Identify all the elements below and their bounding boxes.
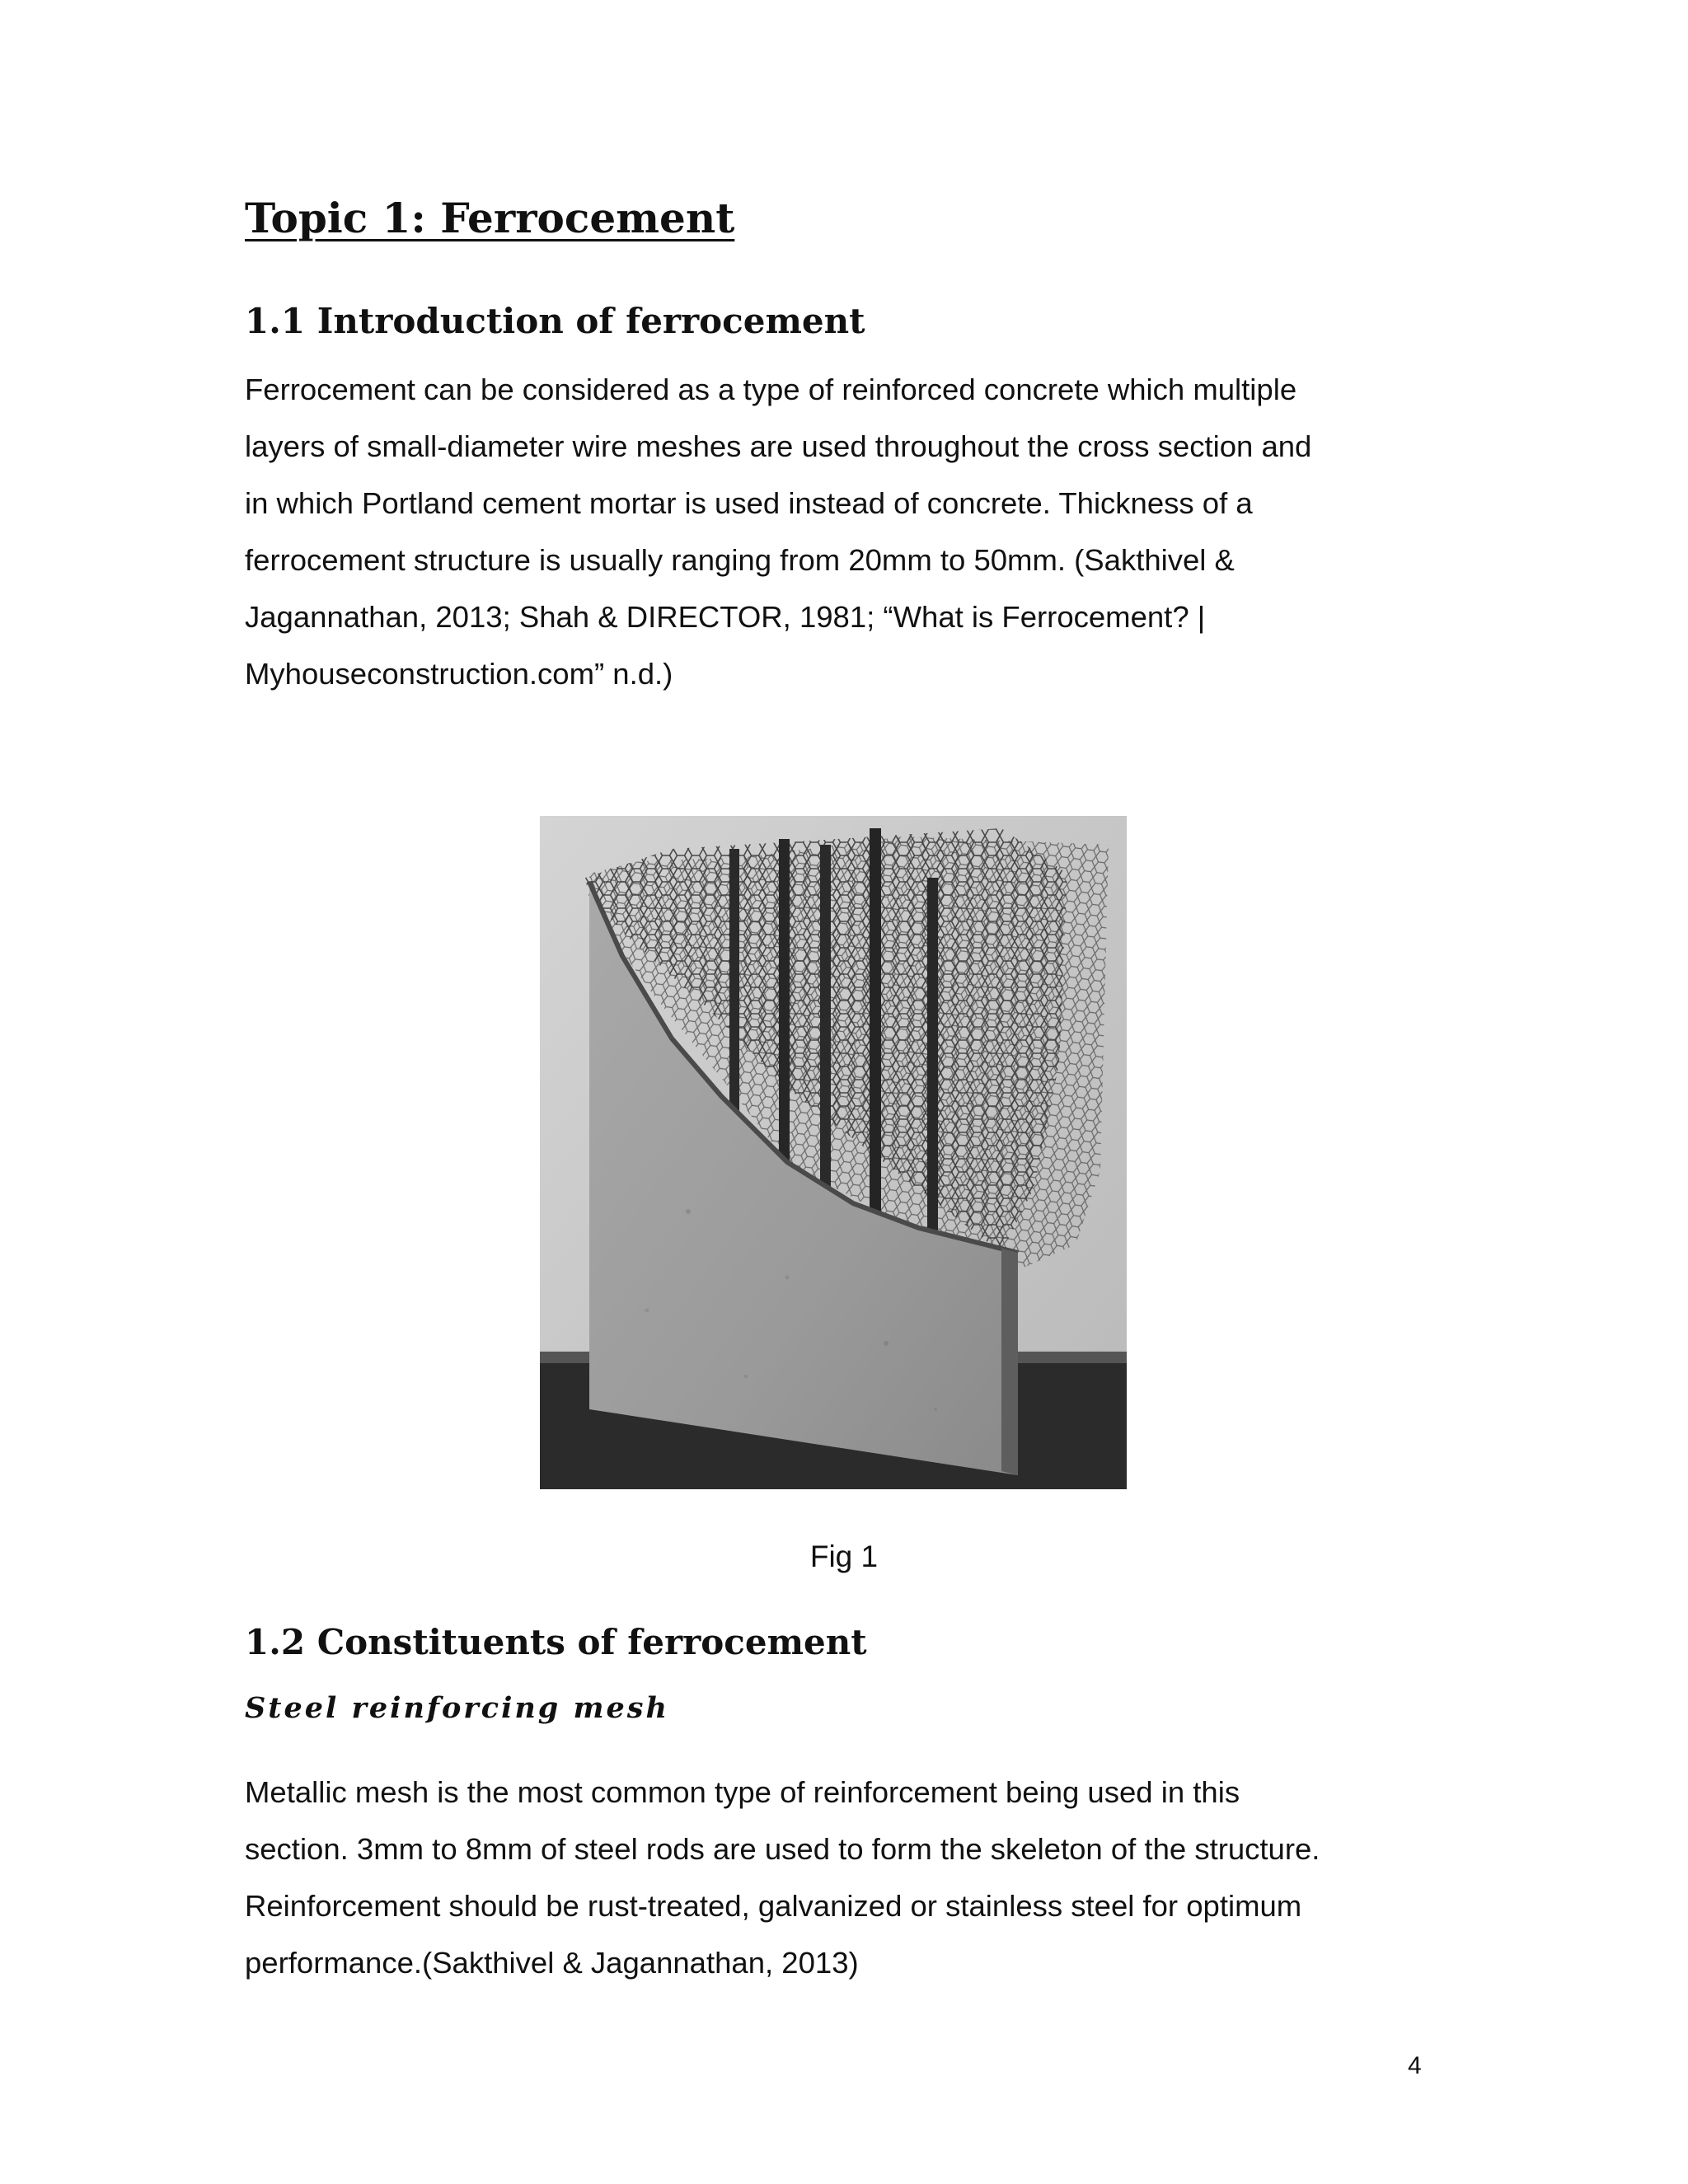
section-1-2-paragraph <box>245 1764 1456 1991</box>
section-1-1-paragraph <box>245 361 1456 702</box>
paragraph-line: in which Portland cement mortar is used instead of concrete. Thickness of a <box>245 486 1253 520</box>
paragraph-line: layers of small-diameter wire meshes are used throughout the cross section and <box>245 429 1312 463</box>
topic-title: Topic 1: Ferrocement <box>245 194 735 242</box>
paragraph-line: section. 3mm to 8mm of steel rods are used to form the skeleton of the structure. <box>245 1832 1320 1866</box>
paragraph-line: performance.(Sakthivel & Jagannathan, 2013) <box>245 1946 859 1980</box>
paragraph-line: Ferrocement can be considered as a type of reinforced concrete which multiple <box>245 373 1297 406</box>
paragraph-line: Jagannathan, 2013; Shah & DIRECTOR, 1981; “What is Ferrocement? | <box>245 600 1206 634</box>
paragraph-line: Metallic mesh is the most common type of reinforcement being used in this <box>245 1775 1240 1809</box>
ferrocement-photo <box>540 816 1127 1489</box>
figure-caption: Fig 1 <box>809 1540 879 1573</box>
section-1-2-heading: 1.2 Constituents of ferrocement <box>245 1622 867 1662</box>
paragraph-line: Reinforcement should be rust-treated, galvanized or stainless steel for optimum <box>245 1889 1302 1923</box>
section-1-1-heading: 1.1 Introduction of ferrocement <box>245 301 865 341</box>
page-number: 4 <box>1408 2052 1422 2079</box>
subsection-heading: Steel reinforcing mesh <box>245 1691 669 1725</box>
paragraph-line: Myhouseconstruction.com” n.d.) <box>245 657 673 691</box>
paragraph-line: ferrocement structure is usually ranging from 20mm to 50mm. (Sakthivel & <box>245 543 1235 577</box>
